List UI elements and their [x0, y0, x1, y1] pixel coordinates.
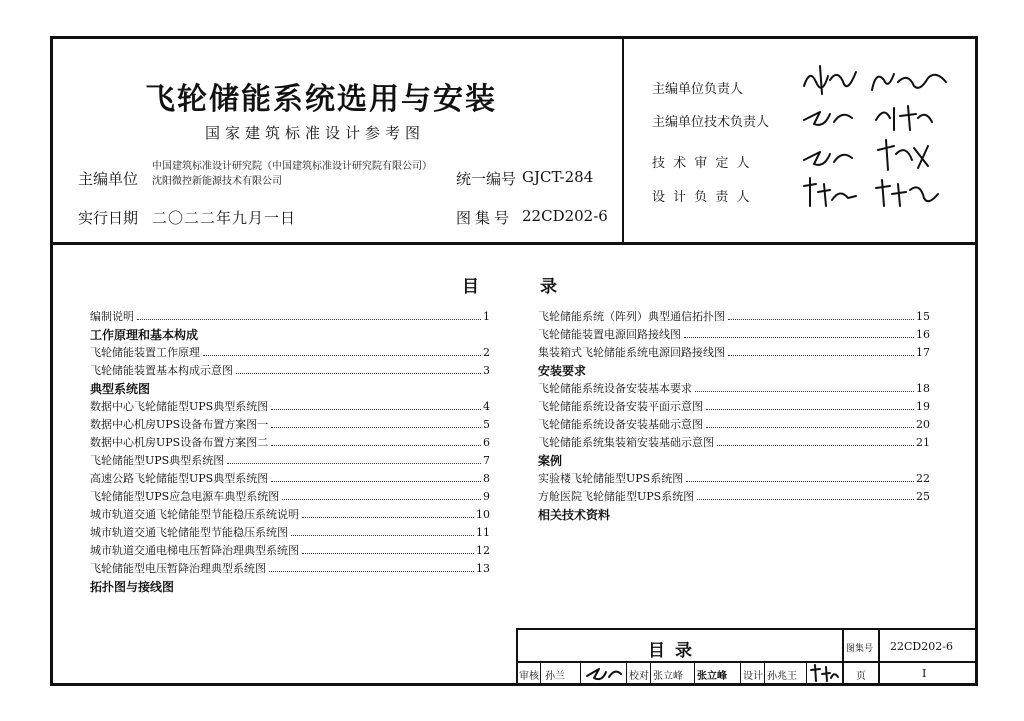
titleblock-review-signature: [584, 662, 624, 684]
toc-leader-dots: [137, 319, 481, 320]
toc-leader-dots: [271, 481, 481, 482]
toc-entry: [90, 416, 490, 434]
toc-entry-page: 2: [483, 346, 490, 359]
titleblock-page-label: 页: [856, 671, 866, 682]
toc-section-heading: [538, 506, 930, 524]
toc-title-right: 录: [540, 277, 557, 297]
signature-2b: [872, 100, 936, 134]
responsible-label-1: 主编单位负责人: [652, 82, 744, 97]
tb-cell-line-7: [764, 661, 765, 686]
atlas-number-label: 图集号: [456, 209, 514, 227]
toc-entry-page: 25: [916, 490, 930, 503]
toc-entry-title: 拓扑图与接线图: [90, 580, 175, 594]
toc-entry-title: 案例: [538, 454, 563, 468]
impl-date-label: 实行日期: [78, 209, 139, 227]
toc-entry-page: 13: [476, 562, 490, 575]
responsible-label-2: 主编单位技术负责人: [652, 115, 770, 130]
toc-entry-title: 城市轨道交通飞轮储能型节能稳压系统说明: [90, 508, 299, 521]
toc-entry-page: 5: [483, 418, 490, 431]
responsible-label-4: 设 计 负 责 人: [652, 190, 752, 205]
toc-entry: [538, 344, 930, 362]
toc-entry-title: 高速公路飞轮储能型UPS典型系统图: [90, 472, 269, 485]
toc-leader-dots: [728, 319, 914, 320]
toc-entry-title: 集装箱式飞轮储能系统电源回路接线图: [538, 346, 725, 359]
toc-section-heading: [538, 362, 930, 380]
toc-leader-dots: [684, 337, 914, 338]
toc-entry-page: 8: [483, 472, 490, 485]
toc-entry-title: 飞轮储能型UPS典型系统图: [90, 454, 225, 467]
toc-entry-title: 飞轮储能装置工作原理: [90, 346, 200, 359]
toc-leader-dots: [271, 427, 481, 428]
tb-cell-line-6: [740, 661, 741, 686]
toc-entry-page: 16: [916, 328, 930, 341]
toc-entry-title: 飞轮储能系统设备安装基本要求: [538, 382, 692, 395]
titleblock-check-name: 张立峰: [653, 671, 683, 682]
toc-entry-title: 飞轮储能装置基本构成示意图: [90, 364, 233, 377]
toc-title-left: 目: [462, 277, 479, 297]
signature-2a: [800, 102, 856, 132]
toc-leader-dots: [236, 373, 481, 374]
toc-leader-dots: [227, 463, 481, 464]
unified-number: GJCT-284: [522, 168, 594, 186]
toc-entry-title: 数据中心机房UPS设备布置方案图二: [90, 436, 269, 449]
toc-entry: [90, 434, 490, 452]
header-divider-vertical: [622, 36, 624, 243]
toc-entry-page: 3: [483, 364, 490, 377]
toc-leader-dots: [717, 445, 914, 446]
toc-entry-page: 4: [483, 400, 490, 413]
atlas-number: 22CD202-6: [522, 207, 608, 225]
toc-entry: [90, 560, 490, 578]
toc-entry: [538, 308, 930, 326]
toc-entry-page: 9: [483, 490, 490, 503]
toc-entry-page: 6: [483, 436, 490, 449]
toc-entry-page: 21: [916, 436, 930, 449]
titleblock-atlas-number: 22CD202-6: [890, 640, 953, 653]
toc-section-heading: [90, 326, 490, 344]
toc-entry: [90, 506, 490, 524]
toc-entry: [538, 434, 930, 452]
atlas-subtitle: 国家建筑标准设计参考图: [205, 124, 426, 142]
toc-entry-title: 工作原理和基本构成: [90, 328, 199, 342]
toc-leader-dots: [291, 535, 474, 536]
toc-entry-title: 飞轮储能装置电源回路接线图: [538, 328, 681, 341]
tb-cell-line-5: [694, 661, 695, 686]
toc-entry-page: 15: [916, 310, 930, 323]
editor-unit-line1: 中国建筑标准设计研究院（中国建筑标准设计研究院有限公司）: [152, 161, 432, 172]
toc-entry-title: 飞轮储能系统设备安装平面示意图: [538, 400, 703, 413]
toc-entry: [90, 308, 490, 326]
toc-entry: [90, 488, 490, 506]
toc-entry: [90, 344, 490, 362]
toc-entry-page: 19: [916, 400, 930, 413]
toc-entry: [538, 398, 930, 416]
toc-entry-title: 相关技术资料: [538, 508, 611, 522]
toc-leader-dots: [302, 517, 474, 518]
toc-leader-dots: [686, 481, 914, 482]
tb-cell-line-4: [650, 661, 651, 686]
toc-leader-dots: [282, 499, 481, 500]
toc-entry: [538, 380, 930, 398]
toc-entry-title: 实验楼飞轮储能型UPS系统图: [538, 472, 684, 485]
tb-cell-line-3: [626, 661, 627, 686]
header-divider-horizontal: [50, 242, 978, 245]
toc-entry: [90, 362, 490, 380]
toc-leader-dots: [271, 409, 481, 410]
unified-number-label: 统一编号: [456, 170, 517, 188]
titleblock-check-label: 校对: [629, 671, 649, 682]
toc-entry-page: 12: [476, 544, 490, 557]
toc-entry-page: 10: [476, 508, 490, 521]
toc-entry-title: 数据中心飞轮储能型UPS典型系统图: [90, 400, 269, 413]
toc-section-heading: [538, 452, 930, 470]
toc-entry-title: 安装要求: [538, 364, 587, 378]
toc-entry-page: 7: [483, 454, 490, 467]
editor-unit-label: 主编单位: [78, 170, 139, 188]
toc-leader-dots: [271, 445, 481, 446]
toc-leader-dots: [697, 499, 914, 500]
toc-entry-page: 11: [476, 526, 490, 539]
toc-entry: [538, 488, 930, 506]
toc-section-heading: [90, 578, 490, 596]
titleblock-design-name: 孙兆王: [767, 671, 797, 682]
editor-unit-line2: 沈阳微控新能源技术有限公司: [152, 176, 282, 187]
toc-entry-page: 17: [916, 346, 930, 359]
toc-entry: [90, 470, 490, 488]
signature-4a: [800, 176, 860, 210]
toc-section-heading: [90, 380, 490, 398]
tb-cell-line-2: [580, 661, 581, 686]
impl-date: 二〇二二年九月一日: [152, 209, 297, 227]
toc-entry: [90, 542, 490, 560]
signature-3a: [800, 142, 856, 172]
toc-entry-page: 20: [916, 418, 930, 431]
toc-entry-title: 飞轮储能系统（阵列）典型通信拓扑图: [538, 310, 725, 323]
titleblock-design-signature: [808, 662, 840, 684]
toc-entry-title: 飞轮储能型电压暂降治理典型系统图: [90, 562, 266, 575]
titleblock-review-label: 审核: [519, 671, 539, 682]
toc-leader-dots: [706, 427, 914, 428]
toc-entry: [538, 326, 930, 344]
toc-entry: [538, 470, 930, 488]
toc-leader-dots: [706, 409, 914, 410]
tb-cell-line-8: [806, 661, 807, 686]
toc-entry-title: 飞轮储能系统设备安装基础示意图: [538, 418, 703, 431]
toc-entry-title: 飞轮储能系统集装箱安装基础示意图: [538, 436, 714, 449]
toc-entry: [90, 398, 490, 416]
signature-1b: [868, 62, 952, 98]
signature-3b: [872, 136, 942, 176]
toc-left-column: [90, 308, 490, 596]
toc-right-column: [538, 308, 930, 524]
toc-leader-dots: [695, 391, 914, 392]
signature-4b: [872, 176, 942, 210]
responsible-label-3: 技 术 审 定 人: [652, 156, 752, 171]
toc-entry-page: 22: [916, 472, 930, 485]
toc-entry: [90, 524, 490, 542]
toc-entry-title: 城市轨道交通电梯电压暂降治理典型系统图: [90, 544, 299, 557]
toc-entry-title: 飞轮储能型UPS应急电源车典型系统图: [90, 490, 280, 503]
titleblock-design-label: 设计: [743, 671, 763, 682]
toc-leader-dots: [203, 355, 481, 356]
signature-1a: [800, 62, 860, 98]
titleblock-title: 目录: [648, 641, 702, 661]
toc-entry-title: 典型系统图: [90, 382, 151, 396]
titleblock-sep-2: [878, 628, 880, 686]
toc-entry: [538, 416, 930, 434]
toc-entry-title: 数据中心机房UPS设备布置方案图一: [90, 418, 269, 431]
titleblock-page-number: I: [922, 667, 927, 680]
titleblock-review-name: 孙兰: [545, 671, 565, 682]
toc-entry-page: 1: [483, 310, 490, 323]
toc-leader-dots: [728, 355, 914, 356]
toc-entry: [90, 452, 490, 470]
titleblock-left-line: [516, 628, 518, 686]
toc-entry-title: 编制说明: [90, 310, 134, 323]
toc-entry-title: 方舱医院飞轮储能型UPS系统图: [538, 490, 695, 503]
toc-entry-page: 18: [916, 382, 930, 395]
atlas-title: 飞轮储能系统选用与安装: [145, 82, 497, 117]
tb-cell-line-1: [540, 661, 541, 686]
titleblock-check-signature: 张立峰: [697, 671, 727, 682]
toc-leader-dots: [269, 571, 474, 572]
toc-entry-title: 城市轨道交通飞轮储能型节能稳压系统图: [90, 526, 288, 539]
titleblock-sep-1: [842, 628, 844, 686]
toc-leader-dots: [302, 553, 474, 554]
titleblock-top-line: [516, 628, 978, 630]
titleblock-atlas-label: 图集号: [846, 644, 874, 654]
